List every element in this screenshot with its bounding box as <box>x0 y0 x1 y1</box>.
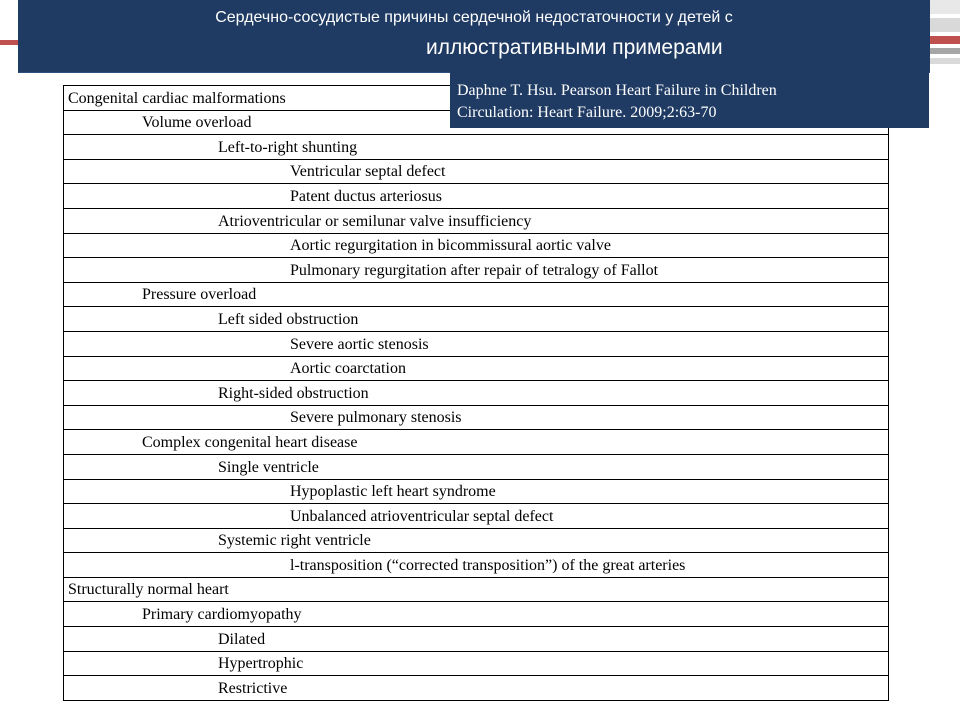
slide-header <box>18 0 930 73</box>
decorative-stripes <box>930 0 960 72</box>
row-text: Pulmonary regurgitation after repair of tetralogy of Fallot <box>290 261 659 279</box>
table-row <box>63 307 889 332</box>
table-row <box>63 357 889 382</box>
row-text: Right-sided obstruction <box>218 384 369 402</box>
row-text: Restrictive <box>218 679 288 697</box>
row-text: Patent ductus arteriosus <box>290 187 442 205</box>
row-text: Left-to-right shunting <box>218 138 358 156</box>
table-row <box>63 381 889 406</box>
row-text: Single ventricle <box>218 458 319 476</box>
table-row <box>63 209 889 234</box>
row-text: Aortic coarctation <box>290 360 406 378</box>
row-text: Severe pulmonary stenosis <box>290 409 462 427</box>
row-text: Severe aortic stenosis <box>290 335 429 353</box>
source-line1: Daphne T. Hsu. Pearson Heart Failure in Children <box>457 82 777 99</box>
table-row <box>63 258 889 283</box>
table-row <box>63 627 889 652</box>
row-text: Ventricular septal defect <box>290 163 446 181</box>
source-citation <box>450 72 929 128</box>
slide-title-line1: Сердечно-сосудистые причины сердечной недостаточности у детей с <box>215 9 733 26</box>
row-text: Systemic right ventricle <box>218 532 371 550</box>
table-row <box>63 283 889 308</box>
row-text: Atrioventricular or semilunar valve insufficiency <box>218 212 532 230</box>
row-text: Hypertrophic <box>218 655 304 673</box>
row-text: Left sided obstruction <box>218 310 359 328</box>
slide-title-line2: иллюстративными примерами <box>426 36 723 59</box>
table-row <box>63 529 889 554</box>
row-text: Dilated <box>218 630 266 648</box>
row-text: Complex congenital heart disease <box>142 433 358 451</box>
row-text: Unbalanced atrioventricular septal defect <box>290 507 554 525</box>
table-row <box>63 504 889 529</box>
table-row <box>63 602 889 627</box>
row-text: Aortic regurgitation in bicommissural aortic valve <box>290 237 611 255</box>
table-row <box>63 578 889 603</box>
accent-bar <box>0 40 20 45</box>
table-row <box>63 406 889 431</box>
table-row <box>63 184 889 209</box>
row-text: Congenital cardiac malformations <box>68 89 286 107</box>
table-row <box>63 332 889 357</box>
table-row <box>63 430 889 455</box>
table-row <box>63 234 889 259</box>
row-text: l-transposition (“corrected transposition”) of the great arteries <box>290 556 686 574</box>
table-row <box>63 652 889 677</box>
row-text: Structurally normal heart <box>68 581 229 599</box>
table-row <box>63 455 889 480</box>
row-text: Pressure overload <box>142 286 257 304</box>
source-line2: Circulation: Heart Failure. 2009;2:63-70 <box>457 104 717 121</box>
row-text: Hypoplastic left heart syndrome <box>290 483 496 501</box>
row-text: Volume overload <box>142 114 252 132</box>
table-row <box>63 160 889 185</box>
table-row <box>63 135 889 160</box>
causes-table <box>63 85 889 701</box>
table-row <box>63 676 889 701</box>
row-text: Primary cardiomyopathy <box>142 606 302 624</box>
table-row <box>63 553 889 578</box>
table-row <box>63 480 889 505</box>
